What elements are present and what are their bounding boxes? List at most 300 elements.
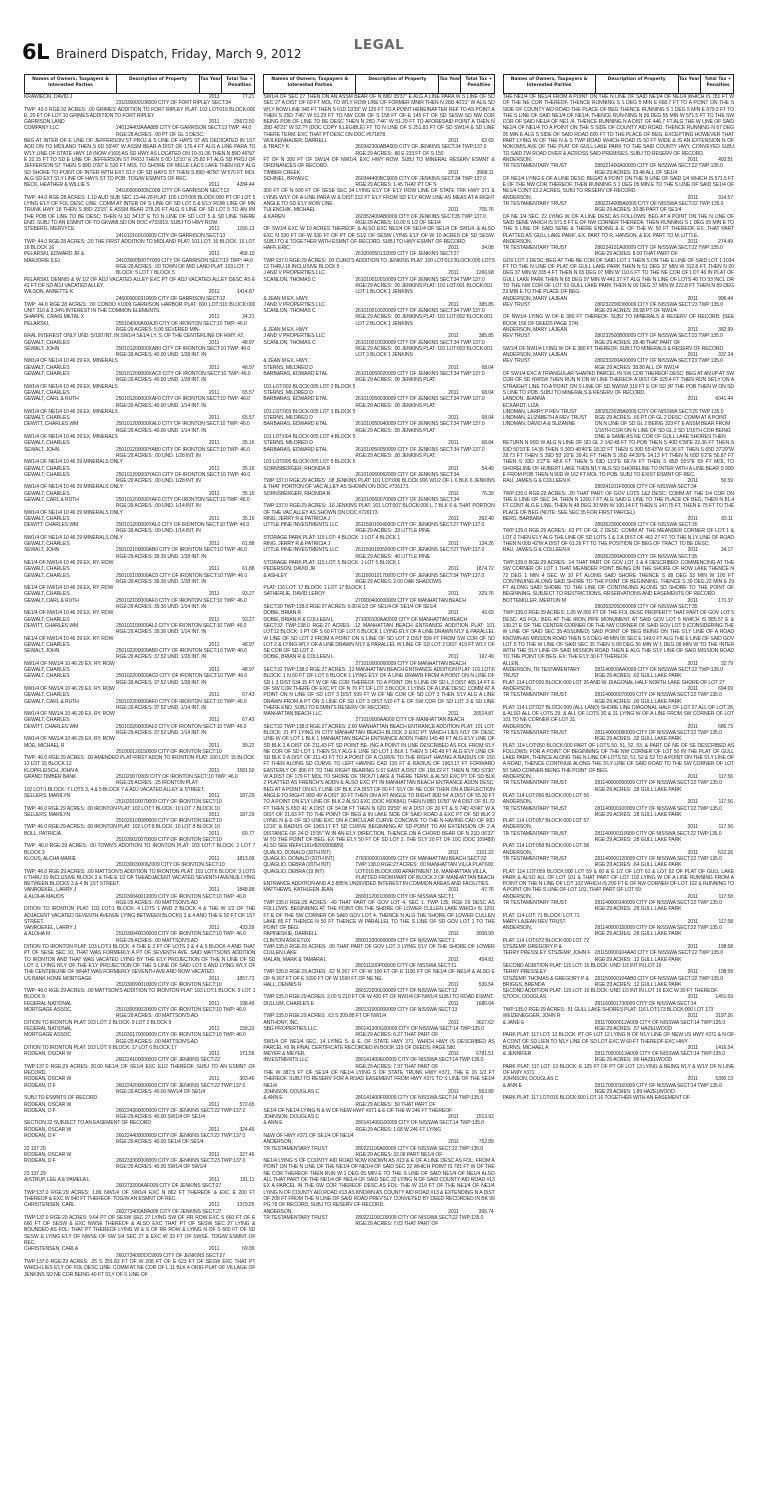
parcel-id: 280141400E00009 CITY OF NISSWA SECT:14 TWP:135.0 RGE:29 ACRES: 7.37 THAT PART OF <box>355 1057 484 1070</box>
tax-record <box>503 1013 734 1044</box>
parcel-id: 261010010030009 CITY OF JENKINS SECT:34 TWP:137.0 RGE:29 ACRES: .00 JENKINS PLAT: 101 LOT:003 BLOCK:001 LOT 3 BLOCK 1 JENKINS <box>355 339 493 359</box>
legal-notice-columns <box>24 74 734 1494</box>
total-amount: 48.97 <box>242 667 255 674</box>
parcel-id: 251030090010009 CITY OF IRONTON SECT:10 <box>116 981 222 988</box>
co-owner-name: DEWITT, CHARLES WM <box>24 622 79 629</box>
owner-name: GEWALT, CHARLES <box>24 490 70 497</box>
parcel-id: 261010010020009 CITY OF JENKINS SECT:34 TWP:137.0 RGE:29 ACRES: .00 JENKINS PLAT: 101 LOT:002 BLOCK:001 LOT 2 BLOCK 1 JENKINS <box>355 308 493 327</box>
header-owners: Names of Owners, Taxpayers & Interested Parties <box>504 75 596 93</box>
tax-year: 2011 <box>448 389 459 396</box>
parcel-id: 250101200000YAF0 CITY OF IRONTON SECT:10 TWP: 46.0 RGE:29 ACRES: .00 UND. 1/14 INT. IN <box>116 497 250 510</box>
total-amount: 3627.62 <box>476 1019 494 1026</box>
tax-year: 2011 <box>208 616 220 623</box>
owner-name: WOLKENHAUER, DARRELL <box>263 138 328 145</box>
total-amount: 536.54 <box>478 981 494 988</box>
tax-record <box>263 957 494 982</box>
column-3 <box>503 74 734 1494</box>
property-description: SE1/4 OF NE1/4 LYING N & W OF NEW HWY #371 & E OF THE W 246 FT THEREOF <box>263 1107 453 1114</box>
co-owner-name: RODEAN, O F <box>24 1158 56 1165</box>
tax-year: 2011 <box>448 415 459 422</box>
owner-name: RING, JERRY R & PATRICIA J <box>263 541 331 548</box>
parcel-id: 261010050020009 CITY OF JENKINS SECT:34 TWP:137.0 RGE:29 ACRES: .00 JENKINS PLAT: <box>355 371 485 384</box>
tax-record <box>503 352 734 396</box>
tax-year: 2011 <box>208 667 220 674</box>
tax-year: 2011 <box>208 742 220 749</box>
owner-name: JOHNSON, DOUGLAS C <box>263 1088 319 1095</box>
co-owner-line <box>24 346 255 359</box>
parcel-id: 251030040030009 CITY OF IRONTON SECT:10 TWP: 46.0 RGE:29 ACRES: .00 MATTSON'S AD <box>116 931 246 944</box>
owner-name: ANDERSON, <box>502 774 532 781</box>
tax-year: 2011 <box>448 169 459 176</box>
tax-record <box>263 170 494 208</box>
owner-name: JOHNSON, DOUGLAS C <box>502 1076 559 1083</box>
co-owner-line <box>503 245 734 258</box>
tax-year: 2011 <box>687 396 698 403</box>
parcel-id: 280131000000009 CITY OF NISSWA SECT:13 <box>355 1007 458 1014</box>
parcel-id: 261010060070009 CITY OF JENKINS SECT:34 <box>355 497 459 503</box>
co-owner-name: BARBARAS, EDWARD ETAL <box>263 371 328 378</box>
co-owner-name: TR TESTAMENTARY TRUST <box>502 692 567 699</box>
property-description: DITION TO IRONTON PLAT: 103 LOT: 6 BLOCK: 17 LOT 6 BLOCK 17 <box>24 1044 177 1051</box>
co-owner-name <box>24 1057 116 1063</box>
tax-year: 2011 <box>208 1076 220 1083</box>
co-owner-name: MORTGAGE ASSOC <box>24 1007 71 1014</box>
tax-year: 2011 <box>208 830 220 837</box>
property-description: TWP: 44.0 RGE:28 ACRES: .00 CONDO #1009 GARRISON HARBOR PLAT: 600 LOT:310 BLOCK:000 UNIT 310 & 3.34% INTEREST IN THE COMMON ELEMENTS. <box>24 301 256 315</box>
parcel-id: 261010050040009 CITY OF JENKINS SECT:34 TWP:137.0 RGE:29 ACRES: .00 JENKINS PLAT: <box>355 421 485 434</box>
owner-name: RODEAN, OSCAR W <box>24 1076 72 1083</box>
co-owner-line <box>24 472 255 485</box>
property-description: TWP:137.0 RGE:29 ACRES: .16 JENKINS PLAT: 101 LOT:007 BLOCK:006 L 7 BLK 6 & THAT PORTION OF THE VAC ALLEY AS SHOWN ON DOC #726173. <box>263 503 495 516</box>
co-owner-line <box>503 1083 734 1096</box>
total-amount: 1451.69 <box>715 994 733 1001</box>
tax-record <box>503 774 734 799</box>
parcel-id: 251020070009 CITY OF IRONTON SECT:10 TWP: 46.0 RGE:29 ACRES: .25 IRONTON PLAT: <box>116 774 238 787</box>
tax-year: 2011 <box>687 849 698 856</box>
property-description: TWP: 46.0 RGE:29 ACRES: .00 IRONTON PLAT: 102 LOT:7 BLOCK: 10 LOT 7 BLOCK 10 <box>24 805 220 812</box>
tax-record <box>263 887 494 931</box>
tax-record <box>503 919 734 944</box>
parcel-id: 281170000012A009 CITY OF NISSWA SECT:14 TWP:135.0 RGE:29 ACRES: .57 HAZELWOOD <box>594 1019 726 1032</box>
tax-record <box>24 768 255 793</box>
co-owner-line <box>503 163 734 176</box>
tax-year: 2011 <box>687 1013 698 1020</box>
property-description: NW1/4 OF NE1/4 10 46 29 EX. MINERALS <box>24 383 118 390</box>
tax-year: 2011 <box>208 887 220 894</box>
property-description: PLAT: 114 LOT:027 BLOCK:000 (ALL LAND) SHORE LINE DIAGONAL HALF OF LOT 27 ALL OF LOT 28, & ALSO ALL OF LOTS 29, & ALL OF LOTS 30 & 31 LYING W OF A LINE FROM SW CORNER OF LOT 101 TO NE CORNER OF LOT 31. <box>502 704 734 724</box>
co-owner-line <box>24 648 255 661</box>
tax-record <box>24 251 255 289</box>
total-amount: 68.04 <box>481 415 494 422</box>
property-description: PLAT: 114 LOT:059 BLOCK:000 LOT 59 & 60 & E 1/2 OF LOT 61 & LOT 62 OF PLAT OF GULL LAKE PARK & ALSO ALL OF LOT 101 & THAT PART OF LOT 102 LYING W OF A LINE RUNNING FROM A POINT ON THE N LINE OF LOT 102 WHICH IS 200 FT E OF NW CORNER OF LOT 102 & RUNNING TO A POINT ON THE S LINE OF LOT 102, THAT PART OF LOT 59. <box>502 868 734 894</box>
parcel-id: 260344400BC0009 CITY OF JENKINS SECT:34 TWP:137.0 RGE:29 ACRES: 1.45 THAT PT OF S <box>355 175 487 189</box>
co-owner-name: DOBIE, BRIAN R & COLLEEN L <box>263 616 334 623</box>
tax-year: 2011 <box>687 515 698 522</box>
owner-name: ANDERSON, MARY LAJEAN <box>502 326 568 333</box>
total-amount: 6781.51 <box>476 1051 494 1058</box>
co-owner-name: INVESTMENTS LLC <box>263 1057 309 1064</box>
property-description: NE1/4 OF NW1/4 10 46 29 EX. RY. ROW <box>24 610 114 617</box>
tax-record <box>24 1026 255 1051</box>
parcel-id: 280013300000009 CITY OF NISSWA SECT:1 <box>355 937 455 944</box>
parcel-id: 250102100000AL0 CITY OF IRONTON SECT:10 TWP: 46.0 RGE:29 ACRES: 39.36 UND. 1/14 INT. IN <box>116 622 247 636</box>
property-description: N&W OF HWY #371 OF SE1/4 OF NE1/4 <box>263 1132 354 1139</box>
tax-record <box>263 491 494 516</box>
parcel-id: 281170000160009 CITY OF NISSWA SECT:14 TWP:135.0 RGE:29 ACRES: 1.89 HAZELWOOD <box>594 1082 722 1095</box>
co-owner-line <box>24 321 255 334</box>
tax-record <box>503 850 734 894</box>
co-owner-line <box>24 421 255 434</box>
owner-name: STEBERG, MERVYCE <box>24 226 75 233</box>
owner-name: ALLEN, <box>502 660 520 667</box>
parcel-id: 280353205D00009 CITY OF NISSWA SECT:35 <box>594 604 698 611</box>
owner-name: ANDERSON, <box>502 893 532 900</box>
property-description: TWP:135.0 RGE:29 ACRES: .63 S 209.88 FT OF NW1/4 <box>263 1013 387 1020</box>
co-owner-line <box>263 1120 494 1133</box>
co-owner-line <box>24 547 255 560</box>
parcel-id: 281140000AA0009 CITY OF NISSWA SECT:22 TWP:135.0 RGE:29 ACRES: .62 GULL LAKE PARK <box>594 667 723 680</box>
parcel-id: 251030020070009 CITY OF IRONTON SECT:10 <box>116 837 222 844</box>
total-amount: 1813.99 <box>236 855 255 862</box>
co-owner-name: TR TESTAMENTARY TRUST <box>502 830 567 837</box>
property-description: TWP: 44.0 RGE:28 ACRES: 1.10 AUD SUB SEC 13-44-28 PLAT: 100 LOT:005 BLOCK:000 PT OF LOT 5 LYING E'LY OF FOL DESC LINE: COMM AT INTER OF S LINE OF SD LOT 5 & E'LY ROW LINE OF MN TRUNK HWY 18 THEN S 88D 23'15" E ASSM BEAR 278.26 FT ALG S LINE OF SD LOT 5 TO AN I/M THE POB OF LINE TO BE DESC: THEN N 1D 34'13" E TO N LINE OF SD LOT 5 & SD LINE THERE END. SUBJ TO AN ESMNT OF TO GKWMLSD ON DOC #733919. SUBJ TO HWY ROW. <box>24 194 256 226</box>
property-description: 23 137 29 <box>24 1170 46 1177</box>
co-owner-line <box>24 862 255 868</box>
total-amount: 187.29 <box>239 792 255 799</box>
co-owner-name <box>24 1209 116 1215</box>
co-owner-line <box>24 296 255 302</box>
co-owner-line <box>263 1026 494 1039</box>
co-owner-line <box>503 856 734 869</box>
tax-record <box>503 157 734 195</box>
co-owner-line <box>263 144 494 157</box>
tax-record <box>263 711 494 850</box>
property-description: NW1/4 OF NE1/4 10 46 29 EX. MINERALS <box>24 358 118 365</box>
total-amount: 35.16 <box>242 440 255 447</box>
co-owner-line <box>24 447 255 460</box>
total-amount: 1857.73 <box>236 975 255 982</box>
parcel-id: 250101200000YAB0 CITY OF IRONTON SECT:10 TWP: 46.0 RGE:29 ACRES: .00 UND. 1/28 INT. IN <box>116 446 250 459</box>
property-description: DITION TO IRONTON PLAT: 103 LOT:1 BLOCK: 4 LOTS 1 AND 2 BLOCK 4 & THE W 1/2 OF THE ADJACENT VACATED SEVENTH AVENUE LYING BETWEEN BLOCKS 3 & 4 AND THE E 50 FT OF 1ST STREET. <box>24 906 256 925</box>
total-amount: 6041.44 <box>715 396 733 403</box>
total-amount: 117.58 <box>718 918 733 925</box>
parcel-id: 231030000108009 CITY OF FORT RIPLEY SECT:34 <box>116 100 231 107</box>
parcel-id: 261010050050009 CITY OF JENKINS SECT:34 TWP:137.0 RGE:29 ACRES: .00 JENKINS PLAT: <box>355 446 485 459</box>
co-owner-line <box>24 673 255 686</box>
owner-name: SORNSBERGER, RHONDA R <box>263 490 331 497</box>
owner-name: RING, JERRY R & PATRICIA J <box>263 515 331 522</box>
total-amount: 686.73 <box>718 723 733 730</box>
tax-record <box>503 403 734 479</box>
total-amount: 1581.50 <box>236 767 255 774</box>
co-owner-name: LINDMAN, LARRY P REV TRUST LINDMAN, ELIZABETH A REV TRUST LINDMAN, DAVID A & SUZANNE <box>502 408 587 428</box>
total-amount: 382.99 <box>718 326 733 333</box>
tax-year: 2011 <box>448 887 459 894</box>
co-owner-name: TR TESTAMENTARY TRUST <box>263 1214 328 1221</box>
total-amount: 3008.99 <box>476 931 494 938</box>
parcel-id: 281140000140009 CITY OF NISSWA SECT:22 TWP:135.0 RGE:29 ACRES: .28 GULL LAKE PARK <box>594 900 722 913</box>
property-description: 101 LOT:003 BLOCK:005 LOT 3 BLOCK 5 <box>263 408 356 415</box>
tax-year: 2011 <box>448 931 459 938</box>
parcel-id: 271000100AA0009 CITY OF MANHATTAN BEACH <box>355 616 468 623</box>
co-owner-line <box>503 1051 734 1064</box>
tax-record <box>263 610 494 654</box>
tax-year: 2011 <box>208 415 220 422</box>
co-owner-line <box>24 1083 255 1096</box>
tax-record <box>24 831 255 856</box>
tax-record <box>24 812 255 831</box>
total-amount: 65.57 <box>242 389 255 396</box>
property-description: NW1/4 OF NE1/4 10 46 29 MINERALS ONLY <box>24 459 123 466</box>
total-amount: 572.65 <box>239 1101 255 1108</box>
co-owner-line <box>24 125 255 138</box>
owner-name: MALAN, MARK & TAMARA L <box>263 956 327 963</box>
parcel-id: 271010000060009 CITY OF MANHATTAN BEACH <box>355 660 466 667</box>
tax-record <box>24 692 255 717</box>
table-header <box>263 74 494 94</box>
property-description: SW1/4 OF SEC 27 THEN ON AN ASSM BEAR OF N 88D 35'37" E ALG A LINE PARA W S LINE OF SD SEC 27 A DIST OF 60 FT MOL TO W'LY ROW LINE OF FORMER MNIR THEN N 28D 40'21" W ALG SD W'LY ROW LINE 340 FT THEN S 61D 19'39" W 125 FT TO A POINT HEREINAFTER REF TO AS POINT A THEN S 25D 7'46" W 51.29 FT TO NW COR OF S 158 FT OF E 145 FT OF SD SESW SD NW COR BEING POB OF LINE TO BE DESC THEN N 25D 7'46" W 51.29 FT TO AFORESAID POINT A THEN N 28D 40'21" W 52.?? (DOC COPY ILLEGIBLE) FT TO N LINE OF S 251.83 FT OF SD SW1/4 & SD LINE THERE TERM. EXC THAT PT DESC ON DOC #571878. <box>263 94 495 138</box>
property-description: & JEAN M EX. HWY. <box>263 358 309 365</box>
co-owner-name: REV TRUST <box>502 333 531 340</box>
tax-record <box>503 661 734 686</box>
total-amount: 68.04 <box>481 364 494 371</box>
parcel-id: 280352300D00009 CITY OF NISSWA SECT:35 <box>594 522 698 529</box>
co-owner-line <box>24 1158 255 1171</box>
co-owner-line <box>263 371 494 384</box>
owner-name: GEWALT, CHARLES <box>24 692 70 699</box>
co-owner-line <box>503 831 734 844</box>
tax-year: 2011 <box>208 811 220 818</box>
owner-name: ANDERSON, MARY LAJEAN <box>502 295 568 302</box>
property-description: DITION TO IRONTON PLAT: 103 LOT:3 BLOCK: 4 THE E 2 FT OF LOTS 3 & 4 & 5 BLOCK 4 AND THAT PT OF SESE SEC 10, THAT WAS FORMERLY A PT OF SEVENTH AVE. SAID MATTSONS ADDITION TO IRONTON AND THAT WAS VACATED LYING BY THE E'LY PROJECTION OF THE N LINE OF SD LOT 3, LYING N'LY OF THE E'LY PROJECTION OF THE S LINE OF SAID LOT 5 AND LYING W'LY OF THE CENTERLINE OF WHAT WAS FORMERLY SEVENTH AVE AND NOW VACATED. <box>24 944 256 976</box>
total-amount: 1513.92 <box>476 1114 494 1121</box>
owner-name: GEWALT, CHARLES <box>24 415 70 422</box>
co-owner-line <box>24 724 255 737</box>
total-amount: 458.10 <box>239 251 255 258</box>
tax-record <box>503 94 734 157</box>
co-owner-name: SEWALT, JOHN <box>24 547 60 554</box>
property-description: PLAT: 114 LOT:057 BLOCK:000 LOT 57 <box>502 818 589 825</box>
property-description: TWP:137.0 RGE:29 ACRES: 1.89 NW1/4 OF SW1/4 EXC N 862 FT THEREOF & EXC E 200 FT THEREOF & EXC W 940 FT THEREOF. TOG/W AN ESMNT OF REC. <box>24 1189 256 1202</box>
parcel-id: 251030170060009 CITY OF IRONTON SECT:10 TWP: 46.0 RGE:29 ACRES: .00 MATTSON'S AD <box>116 1032 246 1045</box>
co-owner-name: & ALOHA MAUOS <box>24 893 65 900</box>
tax-year: 2011 <box>208 1101 220 1108</box>
owner-name: J AND V PROPERTIES LLC <box>263 270 325 277</box>
tax-record <box>24 1001 255 1026</box>
co-owner-name: LITTLE PINE INVESTMENTS LLC <box>263 547 339 554</box>
tax-year: 2011 <box>208 566 220 573</box>
owner-name: QUALIO, DONALD (30TH INT) <box>263 849 331 856</box>
header-owners: Names of Owners, Taxpayers & Interested Parties <box>264 75 356 93</box>
owner-name: SELLERS, MARILYN <box>24 792 71 799</box>
total-amount: 392.40 <box>478 515 494 522</box>
tax-record <box>24 1127 255 1152</box>
co-owner-line <box>263 573 494 586</box>
property-description: NW1/4 OF NE1/4 10 46 29 MINERALS ONLY <box>24 484 123 491</box>
parcel-id: 281140000110009 CITY OF NISSWA SECT:22 TWP:135.0 RGE:29 ACRES: .28 GULL LAKE PARK <box>594 830 722 844</box>
tax-record <box>503 686 734 724</box>
owner-name: STERNS, MILDRED D <box>263 440 313 447</box>
parcel-id: 260224400000009 CITY OF JENKINS SECT:22 TWP:137.0 RGE:29 ACRES: 40.00 SE1/4 OF SE1/4 <box>116 1132 246 1146</box>
owner-name: STERNS, MILDRED D <box>263 415 313 422</box>
total-amount: 1680.04 <box>476 1000 494 1007</box>
co-owner-name: REV TRUST <box>502 301 531 308</box>
tax-year: 2011 <box>687 478 698 485</box>
tax-year: 2011 <box>448 610 459 617</box>
total-amount: 62.69 <box>481 138 494 145</box>
co-owner-name: CLINTON ASR ETUX <box>263 937 311 944</box>
owner-name: SORNSBERGER, RHONDA R <box>263 465 331 472</box>
parcel-id: 261010060062009 CITY OF JENKINS SECT:34 <box>355 471 459 478</box>
total-amount: 622.26 <box>718 849 733 856</box>
tax-year: 2011 <box>448 440 459 447</box>
owner-name: DOBIE, BRIAN R <box>263 610 301 617</box>
co-owner-name <box>263 251 355 257</box>
co-owner-line <box>24 1108 255 1121</box>
owner-name: VANROEKEL, LARRY J <box>24 925 77 932</box>
total-amount: 1848.88 <box>236 887 255 894</box>
header-total: Total Tax + Penalties <box>704 77 732 88</box>
tax-record <box>503 994 734 1013</box>
tax-year: 2011 <box>687 685 698 692</box>
owner-name: J AND V PROPERTIES LLC <box>263 333 325 340</box>
parcel-id: 240134403AAA889 CITY OF GARRISON SECT:13 TWP: 44.0 RGE:28 ACRES: .00 PT OF GL 3 DESC: <box>116 125 252 138</box>
co-owner-name: GEWALT, CARL & RUTH <box>24 698 79 705</box>
parcel-id: 281140000070009 CITY OF NISSWA SECT:22 TWP:135.0 RGE:29 ACRES: .00 GULL LAKE PARK <box>594 692 722 705</box>
total-amount: 48.97 <box>242 339 255 346</box>
co-owner-line <box>263 1215 494 1228</box>
owner-name: SATHERLIE, DAVID LEROY <box>263 591 326 598</box>
co-owner-name: DEWITT, CHARLES WM <box>24 723 79 730</box>
total-amount: 35.16 <box>242 465 255 472</box>
total-amount: 5390.13 <box>715 1076 733 1083</box>
total-amount: 198.49 <box>239 1000 255 1007</box>
owner-name: HAFF, ERIC <box>263 245 290 252</box>
co-owner-name: TERRY PRESSLEY STSZEMP, JOHN F <box>502 950 591 957</box>
property-description: NW1/4 OF NE1/4 10 46 29 MINERALS ONLY <box>24 534 123 541</box>
tax-year: 2011 <box>448 515 459 522</box>
owner-name: BOLL, PATRICIA <box>24 830 61 837</box>
total-amount: 324.49 <box>239 1126 255 1133</box>
property-description: TWP:137.0 RGE:29 ACRES: .00 CURO'S ADDITION TO JENKINS PLAT: 100 LOT:013 BLOCK:005 LOTS 13 THRU 16 INCLUSIVE BLOCK 5 <box>263 257 495 271</box>
owner-name: GEWALT, CHARLES <box>24 566 70 573</box>
property-description: SECOND ADDITION PLAT: 115 LOT: 16 BLOCK: UND 1/3 INT IN LOT 16 <box>502 962 662 969</box>
parcel-id: 281140000090009 CITY OF NISSWA SECT:22 TWP:135.0 RGE:29 ACRES: .28 GULL LAKE PARK <box>594 780 722 793</box>
property-description: SECT:32 TWP:138.0 RGE:27 ACRES: .12 MANHATTAN BEACH ENTRANCE ADDITION PLAT: 101 LOT:6 BLOCK: 1 N 60 FT OF LOT 6 BLOCK 1 LYING E'LY OF A LINE DRAWN FROM A POINT ON N LINE OF SD L 3 DIST 534.15 FT W OF NE COR THEREOF TO A POINT ON S LINE OF SD L 3 DIST 465.14 FT E OF SW COR THERE OF EXC PT OF N 70 FT OF LOT 3 BLOCK 1 LYING OF A LINE DESC: COMM AT A POINT ON N LINE OF SD LOT 3 DIST 599 FT W OF NE COR OF SD LOT 3 THEN S'LY ALG A LINE DRAWN FROM A PT ON S LINE OF SD LOT 3 DIST 510 FT E OF SW COR OF SD LOT 3 & SD LINE THERE END. SUBJ TO ESMNTS RESERV OF RECORD. <box>263 667 495 711</box>
property-description: ENTRANCE ADDITION AND A 5.885% UNDIVIDED INTEREST IN COMMON AREAS AND FACILITIES. <box>263 881 490 888</box>
tax-year: 2011 <box>448 541 459 548</box>
total-amount: 69.09 <box>242 1246 255 1253</box>
property-description: OF SW1/4 EXC W 10 ACRES THEREOF. & ALSO EXC NE1/4 OF SE1/4 OF SE1/4 OF SW1/4. & ALSO EXC N 330 FT OF W 330 FT OF PT OF S1/2 OF SESW LYING E'LY OF W 10 ACRES OF SD SESW. SUBJ TO & TOGETHER WITH ESMNT OF RECORD. SUBJ TO HWY ESMNT OF RECORD. <box>263 226 495 245</box>
total-amount: 337.24 <box>718 352 733 359</box>
property-description: TWP:137.0 RGE:29 ACRES: 9.64 PT OF SESW SEC 27 LYING SW OF RR ROW EXC S 660 FT OF E 660 FT OF SESW & EXC NWSE THEREOF & ALSO EXC THAT PT OF SESW SEC 27 LYING & BOUNDED AS FOL: THAT PT THEREOF LYING W & S OF RR ROW & LYING N OF S 660 FT OF SD SESW & LYING E'LY OF NWSE OF SW 1/4 SEC 27 & EXC W 33 FT OF SWSE. TOG/W ESMNT OF REC. <box>24 1214 256 1247</box>
co-owner-name: TR TESTAMENTARY TRUST <box>502 729 567 736</box>
tax-record <box>503 1076 734 1101</box>
owner-name: US BANK HOME MORTGAGE <box>24 975 92 982</box>
property-description: NW1/4 OF NE1/4 10 46 29 EX. MINERALS <box>24 434 118 441</box>
table-header <box>503 74 734 94</box>
property-description: TWP: 46.0 RGE:29 ACRES: .00 MATTSON'S ADDITION TO IRONTON PLAT: 103 LOT:1 BLOCK: 9 LOT 1 BLOCK 9 <box>24 988 256 1001</box>
tax-record <box>24 976 255 1001</box>
tax-record <box>503 824 734 849</box>
property-description: PLAT: 114 LOT:058 BLOCK:000 LOT 58 <box>502 843 589 850</box>
co-owner-line <box>263 421 494 434</box>
tax-record <box>263 207 494 245</box>
property-description: SECT:30 TWP:138.0 RGE:27 ACRES: 5.00 E1/2 OF SE1/4 OF SE1/4 OF SE1/4 <box>263 604 437 611</box>
total-amount: 198.58 <box>718 944 733 951</box>
owner-name: MEYER & MEYER, <box>263 1051 306 1058</box>
owner-name: JOHNSON, DOUGLAS C <box>263 1114 319 1121</box>
tax-year: 2011 <box>448 333 459 340</box>
parcel-id: 261150010040009 CITY OF JENKINS SECT:27 TWP:137.0 RGE:29 ACRES: .33 LITTLE PINE <box>355 522 485 535</box>
owner-name: PEDERSON, DAVID JR <box>263 566 316 573</box>
parcel-id: 251000120150009 CITY OF IRONTON SECT:10 <box>116 748 222 755</box>
tax-record <box>24 1246 255 1277</box>
tax-year: 2011 <box>208 364 220 371</box>
total-amount: 191.11 <box>239 1177 255 1184</box>
tax-year: 2011 <box>208 251 220 258</box>
tax-record <box>24 591 255 616</box>
owner-name: STOCK, DOUGLAS <box>502 994 547 1001</box>
co-owner-line <box>24 371 255 384</box>
property-description: RETURN N 90D W ALG N LINE OF SD GL 2 142.48 FT TO POB THEN S 40D 6'38"E 22.36 FT THEN S 63D 50'19"E 14.35 THEN S 30D 48'40"E 18.32 FT THEN S 30D 55'43"W 62.36 FT THEN S 65D 37'29"W 28.73 FT THEN S 39D 53' 20"E 39.41 FT THEN S 26D 44'39"E 24.13 FT THEN N 60D 6'2"E 56.87 FT THEN S 33D 3'27"E 48.6 FT THEN S 63D 11'3"E 68.74 FT THEN S 85D 55'9"E 59 FT MOL TO SHORELINE OF HUBERT LAKE THEN N'LY ALG SD SHORELINE TO INTER WITH A LINE BEAR S 90D E FROM POB THEN N 90D W 162 FT MOL TO POB. SUBJ TO EXIST ESMNT OF REC. <box>502 440 734 478</box>
parcel-id: 280221400A00009 CITY OF NISSWA SECT:22 TWP:135.0 RGE:29 ACRES: 23.48 ALL OF SE1/4 <box>594 163 723 176</box>
tax-record <box>503 799 734 824</box>
total-amount: 3968.11 <box>476 169 494 176</box>
header-description: Description of Property <box>117 75 200 93</box>
co-owner-line <box>503 730 734 743</box>
total-amount: 274.49 <box>718 238 733 245</box>
total-amount: 61.88 <box>242 566 255 573</box>
co-owner-name: GEWALT, CARL & RUTH <box>24 497 79 503</box>
tax-year: 2011 <box>687 194 698 201</box>
property-description: TWP: 44.0 RGE:28 ACRES: .20 THE FIRST ADDITION TO MIDLAND PLAT: 101 LOT: 16 BLOCK: 16 LOT 16 BLOCK 16 <box>24 238 256 252</box>
tax-year: 2011 <box>208 389 220 396</box>
co-owner-line <box>263 522 494 535</box>
tax-year: 2011 <box>687 1076 698 1083</box>
total-amount: 314.57 <box>718 194 733 201</box>
header-tax-year: Tax Year <box>439 75 461 93</box>
parcel-id: 260224300000009 CITY OF JENKINS SECT:22 TWP:137.0 RGE:29 ACRES: 40.00 SW1/4 OF SE1/4 <box>116 1107 246 1121</box>
parcel-id: 271010000AA009 CITY OF MANHATTAN BEACH <box>355 717 465 724</box>
property-description: NW1/4 OF NE1/4 10 46 29 MINERALS ONLY <box>24 509 123 516</box>
owner-name: TULENCHIK, MICHAEL <box>263 207 316 214</box>
owner-name: ANDERSON, <box>263 1208 293 1215</box>
total-amount: 68.04 <box>481 389 494 396</box>
owner-name: STERNS, MILDRED D <box>263 389 313 396</box>
co-owner-name: STSZEMP, THOMAS & GREGORY P & BRIGGS, BRENDA <box>502 975 589 988</box>
co-owner-line <box>24 258 255 277</box>
property-description: TWP:135.0 RGE:29 ACRES: .49 THAT PART OF GOV LOT 4, SEC 1, TWP 135, RGE 29 DESC AS FOLLOWS: BEGINNING AT THE POINT ON THE SHORE OF LOWER CULLEN LAKE WHICH IS 1291 FT E OF THE SW CORNER OF SAID GOV LOT 4, THENCE N ALG THE SHORE OF LOWER CULLEN LAKE 85 FT THENCE N 50 FT THENCE W PARALLEL TO THE S LINE OF SD GOV LOT 1 TO THE POINT OF BEG. <box>263 900 495 932</box>
tax-record <box>263 390 494 415</box>
tax-record <box>503 516 734 547</box>
property-description: OF NW1/4 LYING W OF E 380 FT THEREOF. SUBJ TO MINERALS & RESERV OF RECORD. (SEE BOOK 156 OF DEEDS PAGE 274) <box>502 314 734 327</box>
tax-record <box>503 239 734 296</box>
co-owner-name: TR TESTAMENTARY TRUST <box>263 1145 328 1152</box>
tax-record <box>503 547 734 597</box>
parcel-id: 280232200D00009 CITY OF NISSWA SECT:23 TWP:135.0 RGE:29 ACRES: 28.98 PT OF NW1/4 <box>594 301 724 315</box>
owner-name: MARY LAJEAN REV TRUST <box>502 918 566 925</box>
total-amount: 1416.54 <box>715 1044 733 1051</box>
co-owner-name: PELARSKI, <box>24 320 50 327</box>
co-owner-name: TR TESTAMENTARY TRUST <box>502 201 567 208</box>
tax-record <box>263 138 494 169</box>
parcel-id: 261160010170009 CITY OF JENKINS SECT:34 TWP:137.0 RGE:29 ACRES: 2.00 OAK SHADOWS <box>355 572 485 585</box>
tax-year: 2011 <box>208 591 220 598</box>
owner-name: ANDERSON, <box>502 156 532 163</box>
co-owner-line <box>263 1095 494 1108</box>
property-description: NW1/4 OF NW1/4 10 46 29 EX. RY. ROW <box>24 711 115 718</box>
